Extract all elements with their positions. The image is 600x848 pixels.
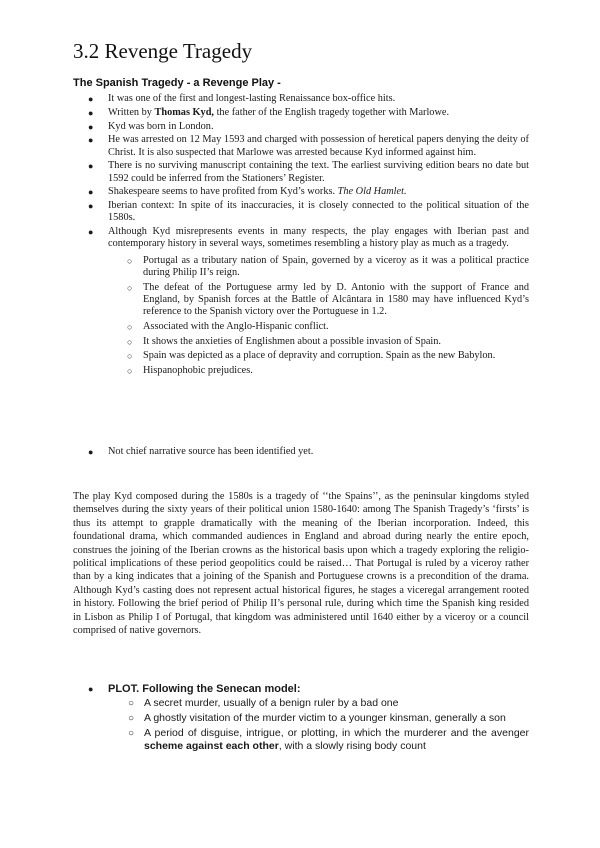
list-item: ● Not chief narrative source has been identified yet. xyxy=(88,446,314,457)
body-paragraph: The play Kyd composed during the 1580s is a tragedy of ‘‘the Spains’’, as the peninsular kingdoms styled themselves during the sixty years of their political union 1580-1640: among The Spanish Tragedy’s ‘firsts’ is thus its attempt to grapple dramatically with the meaning of the Iberian incorporation. Indeed, this foundational drama, which commanded audiences in England and abroad during nearly the entire epoch, construes the joining of the Iberian crowns as the historical basis upon which a tragedy exploring the religio-political implications of these period geopolitics could be raised… That Portugal is ruled by a viceroy rather than by a king indicates that a joining of the Spanish and Portuguese crowns is a precondition of the drama. Although Kyd’s casting does not represent actual historical figures, he stages a viceregal arrangement rooted in history. Following the brief period of Philip II’s personal rule, during which time the Spanish king resided in Lisbon as Philip I of Portugal, that kingdom was administered until 1640 either by a viceroy or a council comprised of native governors. xyxy=(73,491,529,637)
bullet-icon: ● xyxy=(88,684,94,694)
sub-bullet-icon: ○ xyxy=(128,712,135,724)
facts-list-end xyxy=(73,446,529,458)
sub-bullet-icon: ○ xyxy=(127,282,133,293)
bullet-icon: ● xyxy=(88,161,94,172)
page-title: 3.2 Revenge Tragedy xyxy=(73,39,253,63)
plot-list xyxy=(73,697,529,753)
bullet-icon: ● xyxy=(88,227,94,238)
bullet-icon: ● xyxy=(88,201,94,212)
list-item: ● There is no surviving manuscript containing the text. The earliest surviving edition bears no date but 1592 could be inferred from the Stationers’ Register. xyxy=(88,160,529,184)
work-title: The Old Hamlet. xyxy=(337,186,407,198)
author-name: Thomas Kyd, xyxy=(154,106,214,118)
sub-list-item: ○ The defeat of the Portuguese army led by D. Antonio with the support of France and England, by Spanish forces at the Battle of Alcântara in 1580 may have influenced Kyd’s reference to the Spanish victory over the Portuguese in 1.2. xyxy=(127,281,529,317)
bullet-icon: ● xyxy=(88,447,94,457)
sub-bullet-icon: ○ xyxy=(127,255,133,266)
sub-bullet-icon: ○ xyxy=(127,336,133,347)
sub-bullet-icon: ○ xyxy=(127,321,133,332)
bullet-icon: ● xyxy=(88,187,94,198)
sub-list xyxy=(108,255,529,378)
list-item: ● Although Kyd misrepresents events in many respects, the play engages with Iberian past and contemporary history in several ways, sometimes resembling a history play as much as a tragedy. ○ Portugal as a tributary nation of Spain, governed by a viceroy as it was a political practice during Philip II’s reign. ○ The defeat of the Portuguese army led by D. Antonio with the support of France and England, by Spanish forces at the Battle of Alcântara in 1580 may have influenced Kyd’s reference to the Spanish victory over the Portuguese in 1.2. ○ Associated with the Anglo-Hispanic conflict. ○ It shows the anxieties of Englishmen about a possible invasion of Spain. ○ Spain was depicted as a place of depravity and corruption. Spain as the new Babylon. ○ Hispanophobic prejudices. xyxy=(88,226,529,377)
list-item: ● Shakespeare seems to have profited from Kyd’s works. The Old Hamlet. xyxy=(88,186,407,198)
plot-item: ○ A secret murder, usually of a benign ruler by a bad one xyxy=(128,697,399,709)
sub-bullet-icon: ○ xyxy=(127,366,133,377)
bullet-icon: ● xyxy=(88,107,94,118)
list-item: ● Iberian context: In spite of its inaccuracies, it is closely connected to the political situation of the 1580s. xyxy=(88,200,529,224)
sub-bullet-icon: ○ xyxy=(128,698,135,709)
bullet-icon: ● xyxy=(88,135,94,146)
sub-list-item: ○ It shows the anxieties of Englishmen about a possible invasion of Spain. xyxy=(127,335,441,347)
sub-list-item: ○ Spain was depicted as a place of depravity and corruption. Spain as the new Babylon. xyxy=(127,350,496,362)
sub-bullet-icon: ○ xyxy=(127,351,133,362)
list-item: ● It was one of the first and longest-lasting Renaissance box-office hits. xyxy=(88,93,396,104)
sub-bullet-icon: ○ xyxy=(128,727,135,739)
list-item: ● Written by Thomas Kyd, the father of the English tragedy together with Marlowe. xyxy=(88,106,450,118)
plot-section xyxy=(73,682,529,755)
plot-heading: ● PLOT. Following the Senecan model: xyxy=(88,683,301,695)
list-item: ● Kyd was born in London. xyxy=(88,120,214,132)
section-subtitle: The Spanish Tragedy - a Revenge Play - xyxy=(73,77,281,89)
list-item: ● He was arrested on 12 May 1593 and charged with possession of heretical papers denying the deity of Christ. It is also suspected that Marlowe was arrested because Kyd informed against him. xyxy=(88,134,529,158)
sub-list-item: ○ Associated with the Anglo-Hispanic conflict. xyxy=(127,320,329,332)
bullet-icon: ● xyxy=(88,94,94,104)
plot-item: ○ A ghostly visitation of the murder victim to a younger kinsman, generally a son xyxy=(128,711,506,724)
bullet-icon: ● xyxy=(88,121,94,132)
sub-list-item: ○ Portugal as a tributary nation of Spain, governed by a viceroy as it was a political practice during Philip II’s reign. xyxy=(127,254,529,278)
plot-item: ○ A period of disguise, intrigue, or plotting, in which the murderer and the avenger scheme against each other, with a slowly rising body count xyxy=(128,726,529,752)
sub-list-item: ○ Hispanophobic prejudices. xyxy=(127,365,253,377)
emphasis-text: scheme against each other xyxy=(144,740,279,752)
facts-list xyxy=(73,93,529,380)
